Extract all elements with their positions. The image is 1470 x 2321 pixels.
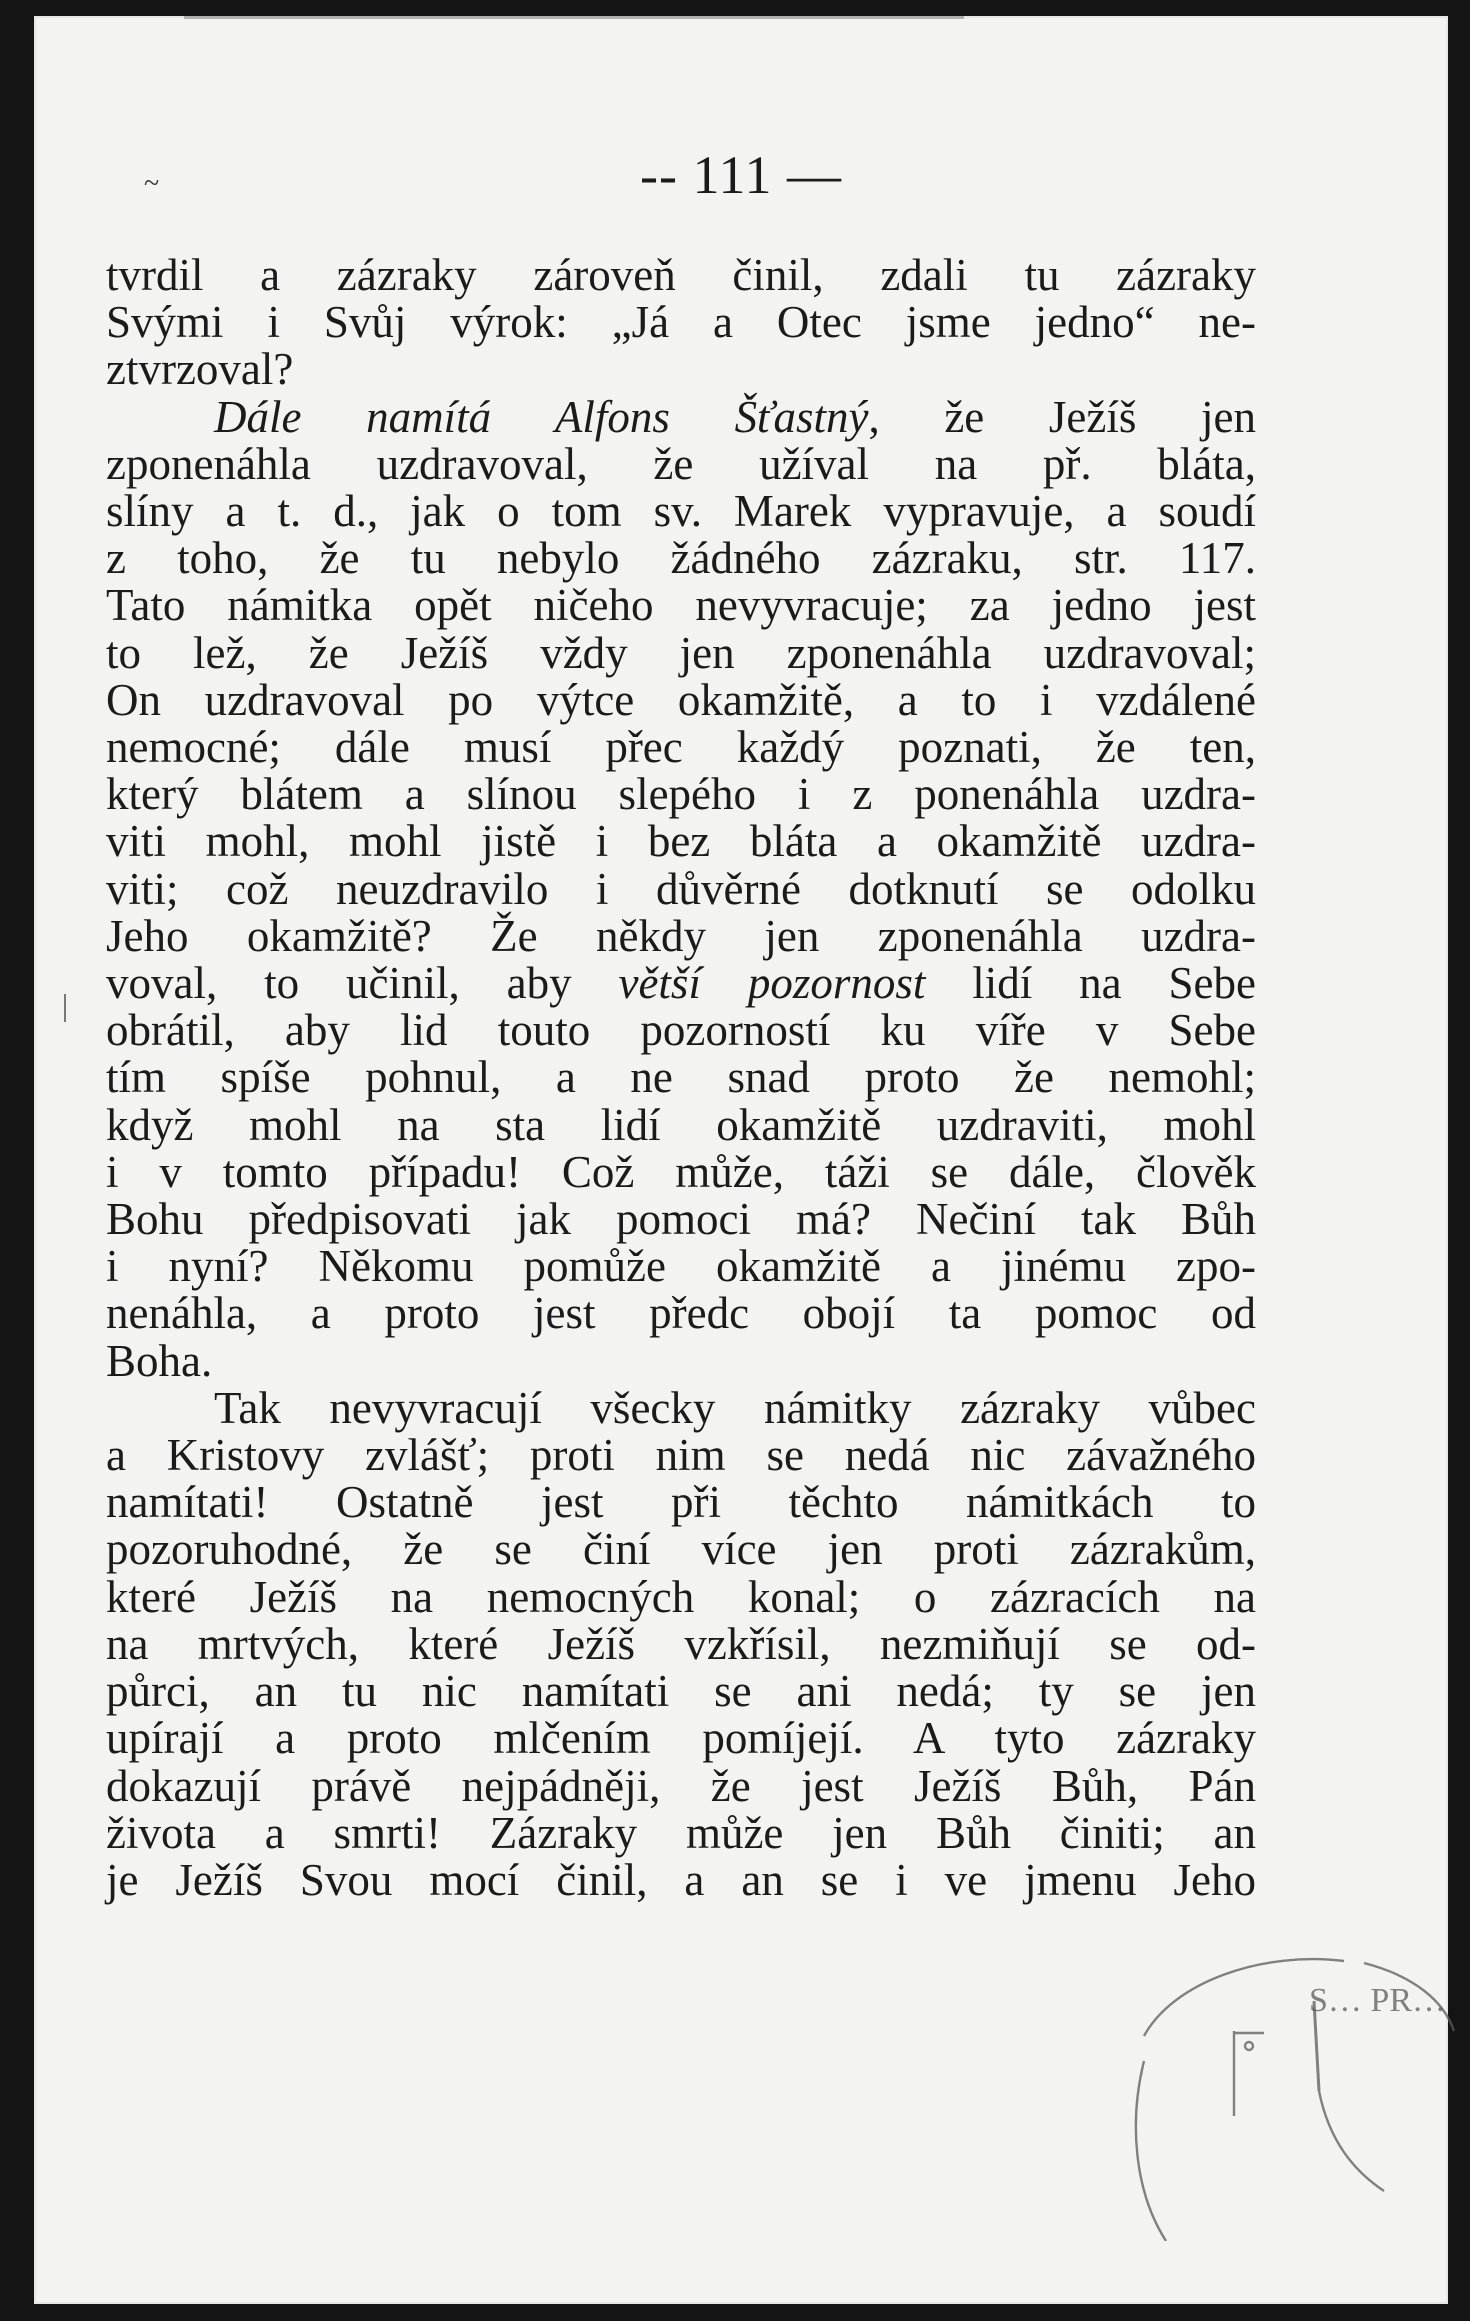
text-line bbox=[106, 488, 1256, 535]
text-line bbox=[106, 391, 1256, 442]
text-run: lidí na Sebe bbox=[925, 958, 1256, 1009]
text-line bbox=[106, 1146, 1256, 1197]
margin-mark bbox=[64, 994, 66, 1022]
text-line bbox=[106, 1571, 1256, 1622]
text-line bbox=[106, 438, 1256, 489]
text-run: slíny a t. d., jak o tom sv. Marek vypravuje, a soudí bbox=[106, 486, 1256, 537]
text-run: viti; což neuzdravilo i důvěrné dotknutí se odolku bbox=[106, 863, 1256, 914]
text-run: viti mohl, mohl jistě i bez bláta a okamžitě uzdra- bbox=[106, 816, 1256, 867]
text-line bbox=[106, 1290, 1256, 1337]
text-line bbox=[106, 724, 1256, 771]
header-mark: ~ bbox=[144, 168, 160, 199]
text-line bbox=[106, 1099, 1256, 1150]
text-run: půrci, an tu nic namítati se ani nedá; ty se jen bbox=[106, 1666, 1256, 1717]
text-run: a Kristovy zvlášť; proti nim se nedá nic závažného bbox=[106, 1430, 1256, 1481]
text-line bbox=[106, 863, 1256, 914]
text-line bbox=[106, 1335, 1256, 1386]
text-run: Svými i Svůj výrok: „Já a Otec jsme jedno“ ne- bbox=[106, 297, 1256, 348]
text-run: to lež, že Ježíš vždy jen zponenáhla uzdravoval; bbox=[106, 627, 1256, 678]
text-line bbox=[106, 1807, 1256, 1858]
text-line bbox=[106, 1715, 1256, 1762]
text-run: na mrtvých, které Ježíš vzkřísil, nezmiňují se od- bbox=[106, 1618, 1256, 1669]
text-run: z toho, že tu nebylo žádného zázraku, str. 117. bbox=[106, 533, 1256, 584]
text-run: voval, to učinil, aby bbox=[106, 958, 619, 1009]
page-number: -- 111 — bbox=[640, 145, 842, 205]
text-line bbox=[106, 1526, 1256, 1573]
text-run: tvrdil a zázraky zároveň činil, zdali tu zázraky bbox=[106, 250, 1256, 300]
text-line bbox=[106, 535, 1256, 582]
text-line bbox=[106, 1479, 1256, 1526]
text-line bbox=[106, 674, 1256, 725]
text-run: zponenáhla uzdravoval, že užíval na př. bláta, bbox=[106, 438, 1256, 489]
text-run: je Ježíš Svou mocí činil, a an se i ve jmenu Jeho bbox=[106, 1854, 1256, 1905]
text-line bbox=[106, 1007, 1256, 1054]
text-line bbox=[106, 299, 1256, 346]
library-stamp bbox=[1114, 1941, 1470, 2241]
text-run: Tak nevyvracují všecky námitky zázraky vůbec bbox=[214, 1382, 1256, 1433]
stamp-text: S… PR… bbox=[1309, 1982, 1446, 2019]
text-line bbox=[106, 771, 1256, 818]
text-run: tím spíše pohnul, a ne snad proto že nemohl; bbox=[106, 1052, 1256, 1103]
book-page bbox=[34, 16, 1448, 2304]
text-run: Jeho okamžitě? Že někdy jen zponenáhla uzdra- bbox=[106, 910, 1256, 961]
text-line bbox=[106, 627, 1256, 678]
text-run: upírají a proto mlčením pomíjejí. A tyto zázraky bbox=[106, 1713, 1256, 1764]
text-run: namítati! Ostatně jest při těchto námitkách to bbox=[106, 1477, 1256, 1528]
text-line bbox=[106, 582, 1256, 629]
text-line bbox=[106, 1243, 1256, 1290]
text-run: které Ježíš na nemocných konal; o zázracích na bbox=[106, 1571, 1256, 1622]
body-text bbox=[106, 252, 1256, 1904]
text-line bbox=[106, 1618, 1256, 1669]
text-run: který blátem a slínou slepého i z ponenáhla uzdra- bbox=[106, 769, 1256, 820]
text-line bbox=[106, 252, 1256, 299]
text-line bbox=[106, 1382, 1256, 1433]
text-run: , že Ježíš jen bbox=[868, 391, 1256, 442]
text-run: pozoruhodné, že se činí více jen proti zázrakům, bbox=[106, 1524, 1256, 1575]
text-run: když mohl na sta lidí okamžitě uzdraviti, mohl bbox=[106, 1099, 1256, 1150]
italic-text: větší pozornost bbox=[618, 958, 926, 1009]
text-run: Bohu předpisovati jak pomoci má? Nečiní tak Bůh bbox=[106, 1194, 1256, 1245]
text-run: i nyní? Někomu pomůže okamžitě a jinému zpo- bbox=[106, 1241, 1256, 1292]
text-run: i v tomto případu! Což může, táži se dále, člověk bbox=[106, 1146, 1256, 1197]
text-run: nenáhla, a proto jest předc obojí ta pomoc od bbox=[106, 1288, 1256, 1339]
text-line bbox=[106, 346, 1256, 393]
text-line bbox=[106, 1854, 1256, 1905]
scan-edge-rule bbox=[184, 16, 964, 19]
text-line bbox=[106, 960, 1256, 1007]
text-run: Boha. bbox=[106, 1335, 213, 1386]
text-run: dokazují právě nejpádněji, že jest Ježíš Bůh, Pán bbox=[106, 1760, 1256, 1811]
text-run: života a smrti! Zázraky může jen Bůh činiti; an bbox=[106, 1807, 1256, 1858]
text-run: On uzdravoval po výtce okamžitě, a to i vzdálené bbox=[106, 674, 1256, 725]
text-line bbox=[106, 1668, 1256, 1715]
text-line bbox=[106, 1054, 1256, 1101]
text-line bbox=[106, 1196, 1256, 1243]
text-line bbox=[106, 818, 1256, 865]
text-run: nemocné; dále musí přec každý poznati, že ten, bbox=[106, 722, 1256, 773]
text-line bbox=[106, 1432, 1256, 1479]
text-run: obrátil, aby lid touto pozorností ku víře v Sebe bbox=[106, 1005, 1256, 1056]
text-run: Tato námitka opět ničeho nevyvracuje; za jedno jest bbox=[106, 580, 1256, 631]
text-line bbox=[106, 1760, 1256, 1811]
italic-text: Dále namítá Alfons Šťastný bbox=[214, 391, 869, 442]
text-run: ztvrzoval? bbox=[106, 344, 294, 395]
text-line bbox=[106, 910, 1256, 961]
